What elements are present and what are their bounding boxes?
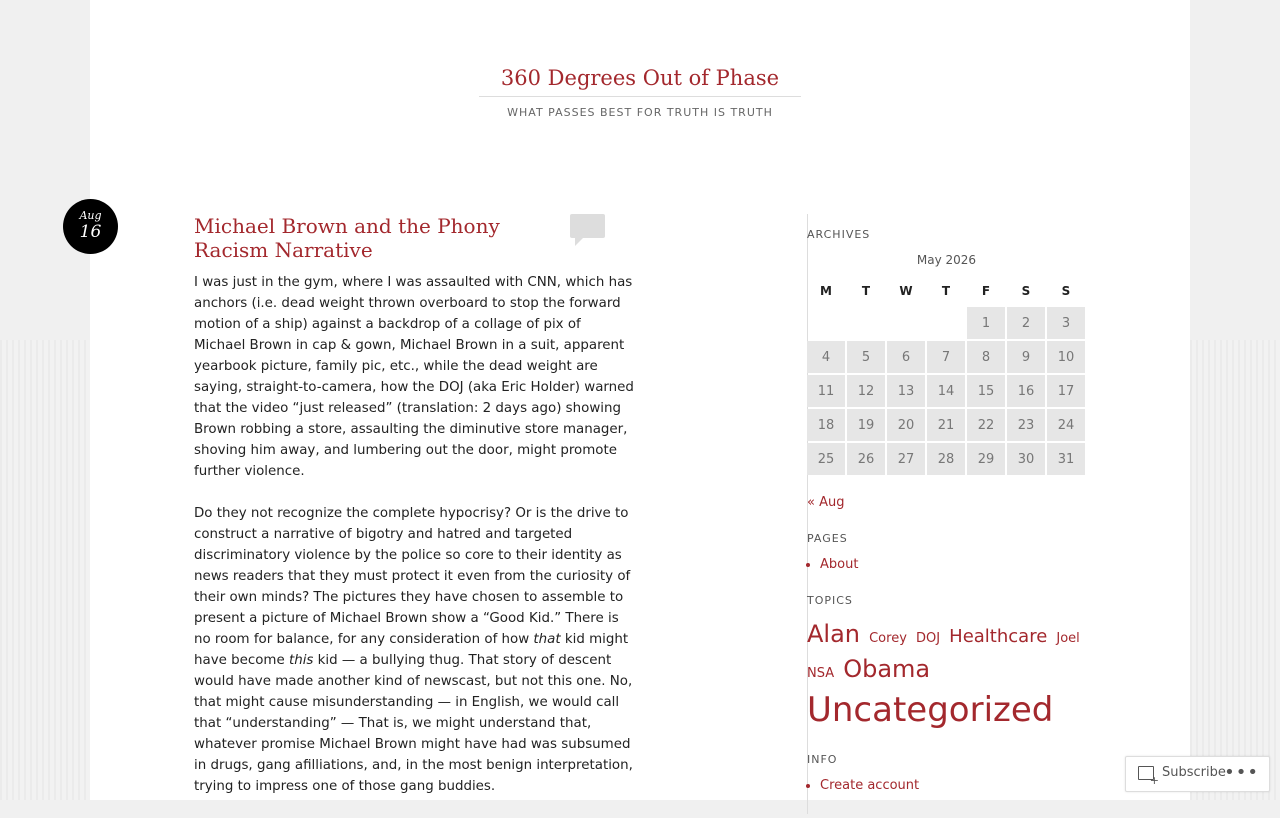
post-date-badge xyxy=(63,199,118,254)
calendar-weekday: T xyxy=(941,284,951,298)
topic-link[interactable]: DOJ xyxy=(915,631,941,646)
site-title[interactable]: 360 Degrees Out of Phase xyxy=(479,66,801,97)
calendar-weekday: S xyxy=(1021,284,1031,298)
tag-cloud xyxy=(807,619,1087,731)
post-paragraph: I was just in the gym, where I was assaulted with CNN, which has anchors (i.e. dead weight thrown overboard to stop the forward motion of a ship) against a backdrop of a collage of pix of Michael Brown in cap & gown, Michael Brown in a suit, apparent yearbook picture, family pic, etc., while the dead weight are saying, straight-to-camera, how the DOJ (aka Eric Holder) warned that the video “just released” (translation: 2 days ago) showing Brown robbing a store, assaulting the diminutive store manager, shoving him away, and lumbering out the door, might promote further violence. xyxy=(194,275,634,479)
info-link[interactable]: Create account xyxy=(820,778,920,793)
calendar-day: 12 xyxy=(847,375,885,407)
post-paragraph: Do they not recognize the complete hypocrisy? Or is the drive to construct a narrative of bigotry and hatred and targeted discriminatory violence by the police so core to their identity as news readers that they must protect it even from the curiosity of their own minds? The pictures they have chosen to assemble to present a picture of Michael Brown show a “Good Kid.” There is no room for balance, for any consideration of how that kid might have become this kid — a bullying thug. That story of descent would have made another kind of newscast, but not this one. No, that might cause misunderstanding — in English, we would call that “understanding” — That is, we might understand that, whatever promise Michael Brown might have had was subsumed in drugs, gang afilliations, and, in the most benign interpretation, trying to impress one of those gang buddies. xyxy=(194,506,633,794)
page-list-item xyxy=(820,557,1087,572)
subscribe-label: Subscribe xyxy=(1162,765,1226,780)
calendar-day: 31 xyxy=(1047,443,1085,475)
calendar-day: 25 xyxy=(807,443,845,475)
post-title[interactable]: Michael Brown and the Phony Racism Narrative xyxy=(194,214,500,262)
calendar-week xyxy=(807,375,1085,407)
calendar-day: 7 xyxy=(927,341,965,373)
subscribe-bar xyxy=(1125,756,1270,792)
post-article xyxy=(194,214,634,818)
calendar-day: 21 xyxy=(927,409,965,441)
calendar-day: 19 xyxy=(847,409,885,441)
calendar-weekday: M xyxy=(820,284,832,298)
calendar-week xyxy=(807,307,1085,339)
calendar-week xyxy=(807,409,1085,441)
pages-title: PAGES xyxy=(807,532,848,545)
pages-list xyxy=(807,557,1087,572)
calendar-empty-cell xyxy=(887,307,925,339)
calendar-empty-cell xyxy=(807,307,845,339)
calendar-day: 5 xyxy=(847,341,885,373)
calendar-day: 14 xyxy=(927,375,965,407)
topic-link[interactable]: Alan xyxy=(807,620,861,648)
archives-title: ARCHIVES xyxy=(807,228,871,241)
calendar-day: 3 xyxy=(1047,307,1085,339)
calendar-day: 28 xyxy=(927,443,965,475)
calendar-day: 8 xyxy=(967,341,1005,373)
calendar-day: 18 xyxy=(807,409,845,441)
background-pattern-right xyxy=(1190,340,1280,800)
calendar-prev-link[interactable]: « Aug xyxy=(807,495,845,510)
calendar-day: 27 xyxy=(887,443,925,475)
topic-link[interactable]: Healthcare xyxy=(949,626,1048,647)
topic-link[interactable]: Obama xyxy=(843,655,931,683)
calendar-day: 24 xyxy=(1047,409,1085,441)
site-header xyxy=(90,66,1190,119)
calendar-day: 26 xyxy=(847,443,885,475)
info-widget xyxy=(807,753,1087,793)
site-description: WHAT PASSES BEST FOR TRUTH IS TRUTH xyxy=(507,106,773,119)
calendar-day: 23 xyxy=(1007,409,1045,441)
comment-icon[interactable] xyxy=(570,214,605,238)
calendar-day: 4 xyxy=(807,341,845,373)
calendar-day: 17 xyxy=(1047,375,1085,407)
calendar-day: 13 xyxy=(887,375,925,407)
calendar-day: 30 xyxy=(1007,443,1045,475)
subscribe-button[interactable] xyxy=(1138,765,1226,780)
info-list-item xyxy=(820,778,1087,793)
topics-title: TOPICS xyxy=(807,594,853,607)
calendar-empty-cell xyxy=(847,307,885,339)
calendar-day: 20 xyxy=(887,409,925,441)
page-link[interactable]: About xyxy=(820,557,859,572)
calendar-weekday: S xyxy=(1061,284,1071,298)
calendar-day: 2 xyxy=(1007,307,1045,339)
calendar-day: 9 xyxy=(1007,341,1045,373)
calendar-day: 22 xyxy=(967,409,1005,441)
post-date-day: 16 xyxy=(79,222,102,242)
topic-link[interactable]: Joel xyxy=(1056,631,1080,646)
topics-widget xyxy=(807,594,1087,731)
calendar-day: 6 xyxy=(887,341,925,373)
pages-widget xyxy=(807,532,1087,572)
calendar-weekday: T xyxy=(861,284,871,298)
reader-icon xyxy=(1138,766,1154,780)
more-icon[interactable]: ••• xyxy=(1224,762,1259,783)
calendar-table xyxy=(805,275,1087,477)
background-pattern-left xyxy=(0,340,90,800)
calendar-week xyxy=(807,341,1085,373)
topic-link[interactable]: NSA xyxy=(807,666,835,681)
archives-widget xyxy=(807,228,1087,510)
calendar-weekday: F xyxy=(981,284,991,298)
info-title: INFO xyxy=(807,753,838,766)
calendar-caption: May 2026 xyxy=(916,253,977,267)
calendar-day: 1 xyxy=(967,307,1005,339)
topic-link[interactable]: Uncategorized xyxy=(807,690,1054,730)
sidebar xyxy=(807,228,1087,815)
post-date-month: Aug xyxy=(79,209,102,222)
post-content xyxy=(194,272,634,797)
calendar-day: 15 xyxy=(967,375,1005,407)
calendar-day: 16 xyxy=(1007,375,1045,407)
calendar-day: 10 xyxy=(1047,341,1085,373)
topic-link[interactable]: Corey xyxy=(869,631,907,646)
calendar-day: 11 xyxy=(807,375,845,407)
calendar-empty-cell xyxy=(927,307,965,339)
info-list xyxy=(807,778,1087,793)
calendar-day: 29 xyxy=(967,443,1005,475)
calendar-week xyxy=(807,443,1085,475)
calendar-weekday: W xyxy=(899,284,913,298)
